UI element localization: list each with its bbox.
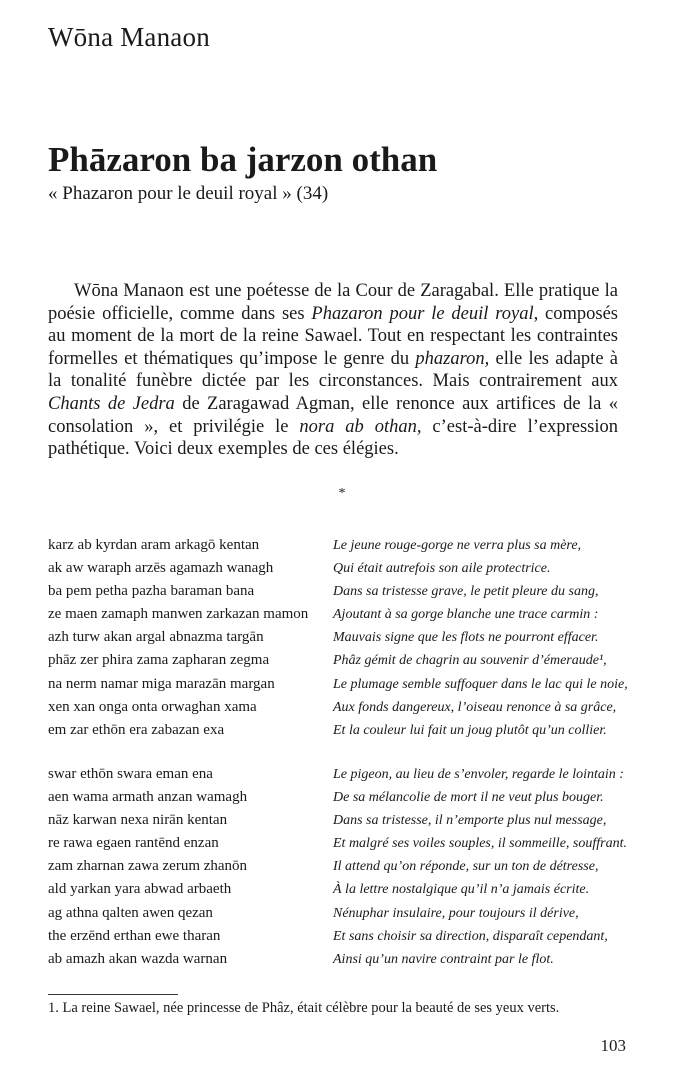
- translation-line: Le plumage semble suffoquer dans le lac qui le noie,: [333, 676, 628, 692]
- verse-line: ald yarkan yara abwad arbaeth: [48, 881, 232, 898]
- translation-line: Mauvais signe que les flots ne pourront effacer.: [333, 630, 599, 646]
- intro-italic-3: Chants de Jedra: [48, 393, 175, 414]
- verse-line: em zar ethōn era zabazan exa: [48, 721, 225, 738]
- intro-paragraph: [48, 280, 618, 461]
- intro-text-4: de Zaragawad Agman, elle renonce aux artifices de la « consolation », et privilégie le: [48, 393, 618, 437]
- verse-line: ze maen zamaph manwen zarkazan mamon: [48, 606, 309, 623]
- translation-line: Ainsi qu’un navire contraint par le flot.: [333, 951, 554, 967]
- intro-text-3: elle les adapte à la tonalité funèbre dictée par les circonstances. Mais contrairement aux: [48, 348, 618, 392]
- translation-line: Qui était autrefois son aile protectrice.: [333, 561, 551, 577]
- page-number: 103: [600, 1036, 626, 1055]
- stanza-2-original: [48, 763, 328, 971]
- translation-line: De sa mélancolie de mort il ne veut plus bouger.: [333, 790, 604, 806]
- verse-line: ab amazh akan wazda warnan: [48, 950, 228, 967]
- verse-line: azh turw akan argal abnazma targān: [48, 629, 264, 646]
- stanza-2-translation: [333, 763, 627, 971]
- stanza-1-original: [48, 534, 328, 742]
- translation-line: Et la couleur lui fait un joug plutôt qu’un collier.: [333, 722, 607, 738]
- verse-line: zam zharnan zawa zerum zhanōn: [48, 858, 248, 875]
- translation-line: Ajoutant à sa gorge blanche une trace carmin :: [333, 607, 599, 623]
- translation-line: Et sans choisir sa direction, disparaît cependant,: [333, 928, 608, 944]
- translation-line: À la lettre nostalgique qu’il n’a jamais écrite.: [333, 882, 590, 898]
- intro-text-5: c’est-à-dire l’expression pathétique. Voici deux exemples de ces élégies.: [48, 416, 619, 460]
- verse-line: nāz karwan nexa nirān kentan: [48, 812, 228, 829]
- verse-line: karz ab kyrdan aram arkagō kentan: [48, 537, 260, 553]
- translation-line: Dans sa tristesse grave, le petit pleure du sang,: [333, 584, 599, 600]
- verse-line: ba pem petha pazha baraman bana: [48, 583, 255, 600]
- intro-text-2: composés au moment de la mort de la reine Sawael. Tout en respectant les contraintes formelles et thématiques qu’impose le genre du: [48, 303, 618, 369]
- translation-line: Phâz gémit de chagrin au souvenir d’émeraude¹,: [333, 653, 607, 669]
- poem-title: Phāzaron ba jarzon othan: [48, 140, 438, 179]
- footnote: 1. La reine Sawael, née princesse de Phâz, était célèbre pour la beauté de ses yeux verts.: [48, 1000, 560, 1016]
- translation-line: Dans sa tristesse, il n’emporte plus nul message,: [333, 813, 607, 829]
- translation-line: Le pigeon, au lieu de s’envoler, regarde le lointain :: [333, 767, 624, 782]
- intro-italic-4: nora ab othan,: [299, 416, 422, 437]
- stanza-1-translation: [333, 534, 628, 742]
- verse-line: swar ethōn swara eman ena: [48, 766, 213, 782]
- intro-text-1: Wōna Manaon est une poétesse de la Cour de Zaragabal. Elle pratique la poésie officielle, comme dans ses: [48, 281, 618, 324]
- verse-line: re rawa egaen rantēnd enzan: [48, 835, 219, 852]
- footnote-rule: [48, 994, 178, 995]
- intro-italic-2: phazaron,: [415, 348, 490, 369]
- translation-line: Et malgré ses voiles souples, il sommeille, souffrant.: [333, 836, 627, 852]
- verse-line: the erzēnd erthan ewe tharan: [48, 927, 221, 944]
- translation-line: Le jeune rouge-gorge ne verra plus sa mère,: [333, 538, 582, 553]
- translation-line: Nénuphar insulaire, pour toujours il dérive,: [333, 905, 579, 921]
- verse-line: na nerm namar miga marazān margan: [48, 675, 275, 692]
- poem-subtitle: « Phazaron pour le deuil royal » (34): [48, 183, 329, 204]
- verse-line: aen wama armath anzan wamagh: [48, 789, 248, 806]
- verse-line: ag athna qalten awen qezan: [48, 904, 213, 921]
- verse-line: xen xan onga onta orwaghan xama: [48, 698, 257, 715]
- translation-line: Aux fonds dangereux, l’oiseau renonce à sa grâce,: [333, 699, 617, 715]
- verse-line: phāz zer phira zama zapharan zegma: [48, 652, 270, 669]
- verse-line: ak aw waraph arzēs agamazh wanagh: [48, 560, 274, 577]
- author-running-header: Wōna Manaon: [48, 22, 210, 52]
- section-separator: *: [338, 486, 346, 501]
- translation-line: Il attend qu’on réponde, sur un ton de détresse,: [333, 859, 599, 875]
- intro-italic-1: Phazaron pour le deuil royal,: [311, 303, 539, 324]
